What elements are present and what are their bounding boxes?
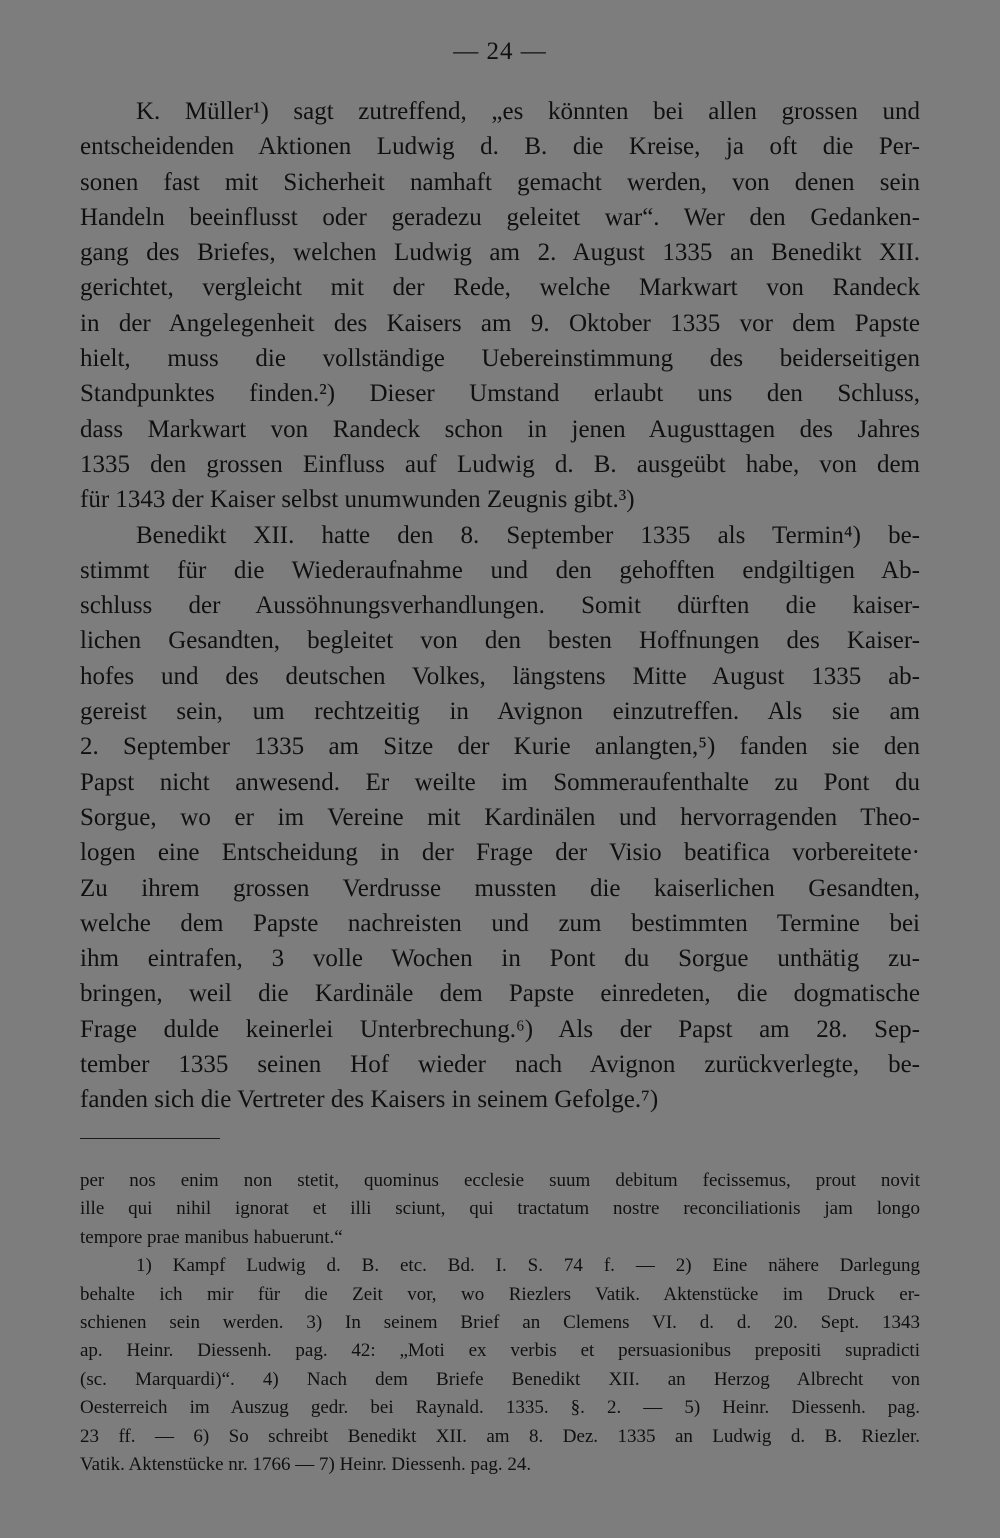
footnote-line: behalte ich mir für die Zeit vor, wo Riezlers Vatik. Aktenstücke im Druck er- (80, 1283, 920, 1305)
body-line: gereist sein, um rechtzeitig in Avignon einzutreffen. Als sie am (80, 698, 920, 726)
footnote-line: tempore prae manibus habuerunt.“ (80, 1226, 343, 1248)
body-line: 2. September 1335 am Sitze der Kurie anlangten,⁵) fanden sie den (80, 733, 920, 761)
footnote-line: per nos enim non stetit, quominus ecclesie suum debitum fecissemus, prout novit (80, 1170, 920, 1191)
body-line: schluss der Aussöhnungsverhandlungen. Somit dürften die kaiser- (80, 592, 920, 620)
body-line: gang des Briefes, welchen Ludwig am 2. August 1335 an Benedikt XII. (80, 239, 920, 267)
body-line: für 1343 der Kaiser selbst unumwunden Zeugnis gibt.³) (80, 486, 635, 514)
body-line: entscheidenden Aktionen Ludwig d. B. die Kreise, ja oft die Per- (80, 133, 920, 161)
body-line: in der Angelegenheit des Kaisers am 9. Oktober 1335 vor dem Papste (80, 309, 920, 337)
body-line: hofes und des deutschen Volkes, längstens Mitte August 1335 ab- (80, 662, 920, 690)
body-line: hielt, muss die vollständige Uebereinstimmung des beiderseitigen (80, 345, 920, 373)
body-line: Sorgue, wo er im Vereine mit Kardinälen und hervorragenden Theo- (80, 803, 920, 831)
footnote-line: 1) Kampf Ludwig d. B. etc. Bd. I. S. 74 f. — 2) Eine nähere Darlegung (136, 1255, 920, 1277)
footnote-separator (80, 1138, 220, 1139)
body-line: bringen, weil die Kardinäle dem Papste einredeten, die dogmatische (80, 980, 920, 1008)
body-line: K. Müller¹) sagt zutreffend, „es könnten bei allen grossen und (136, 98, 920, 125)
body-line: Zu ihrem grossen Verdrusse mussten die kaiserlichen Gesandten, (80, 874, 920, 902)
footnotes (80, 1167, 920, 1479)
body-line: dass Markwart von Randeck schon in jenen Augusttagen des Jahres (80, 415, 920, 443)
footnote-line: 23 ff. — 6) So schreibt Benedikt XII. am 8. Dez. 1335 an Ludwig d. B. Riezler. (80, 1425, 920, 1447)
footnote-line: ille qui nihil ignorat et illi sciunt, qui tractatum nostre reconciliationis jam longo (80, 1198, 920, 1220)
body-line: Standpunktes finden.²) Dieser Umstand erlaubt uns den Schluss, (80, 380, 920, 408)
body-line: ihm eintrafen, 3 volle Wochen in Pont du Sorgue unthätig zu- (80, 945, 920, 973)
body-line: lichen Gesandten, begleitet von den besten Hoffnungen des Kaiser- (80, 627, 920, 655)
body-line: 1335 den grossen Einfluss auf Ludwig d. B. ausgeübt habe, von dem (80, 450, 920, 478)
body-line: Benedikt XII. hatte den 8. September 1335 als Termin⁴) be- (136, 521, 920, 549)
body-line: Frage dulde keinerlei Unterbrechung.⁶) Als der Papst am 28. Sep- (80, 1015, 920, 1043)
body-line: gerichtet, vergleicht mit der Rede, welche Markwart von Randeck (80, 274, 920, 302)
body-line: welche dem Papste nachreisten und zum bestimmten Termine bei (80, 909, 920, 937)
body-line: logen eine Entscheidung in der Frage der Visio beatifica vorbereitete· (80, 839, 920, 867)
body-text (80, 94, 920, 1118)
body-line: fanden sich die Vertreter des Kaisers in seinem Gefolge.⁷) (80, 1086, 659, 1114)
footnote-line: Vatik. Aktenstücke nr. 1766 — 7) Heinr. Diessenh. pag. 24. (80, 1453, 532, 1475)
footnote-line: ap. Heinr. Diessenh. pag. 42: „Moti ex verbis et persuasionibus prepositi supradicti (80, 1340, 920, 1362)
footnote-line: (sc. Marquardi)“. 4) Nach dem Briefe Benedikt XII. an Herzog Albrecht von (80, 1368, 920, 1390)
footnote-line: schienen sein werden. 3) In seinem Brief an Clemens VI. d. d. 20. Sept. 1343 (80, 1311, 920, 1333)
body-line: Handeln beeinflusst oder geradezu geleitet war“. Wer den Gedanken- (80, 203, 920, 231)
body-line: tember 1335 seinen Hof wieder nach Avignon zurückverlegte, be- (80, 1051, 920, 1079)
footnote-line: Oesterreich im Auszug gedr. bei Raynald. 1335. §. 2. — 5) Heinr. Diessenh. pag. (80, 1397, 920, 1419)
page-number: — 24 — (453, 38, 547, 65)
body-line: Papst nicht anwesend. Er weilte im Sommeraufenthalte zu Pont du (80, 768, 920, 796)
body-line: sonen fast mit Sicherheit namhaft gemacht werden, von denen sein (80, 168, 920, 196)
body-line: stimmt für die Wiederaufnahme und den gehofften endgiltigen Ab- (80, 556, 920, 584)
